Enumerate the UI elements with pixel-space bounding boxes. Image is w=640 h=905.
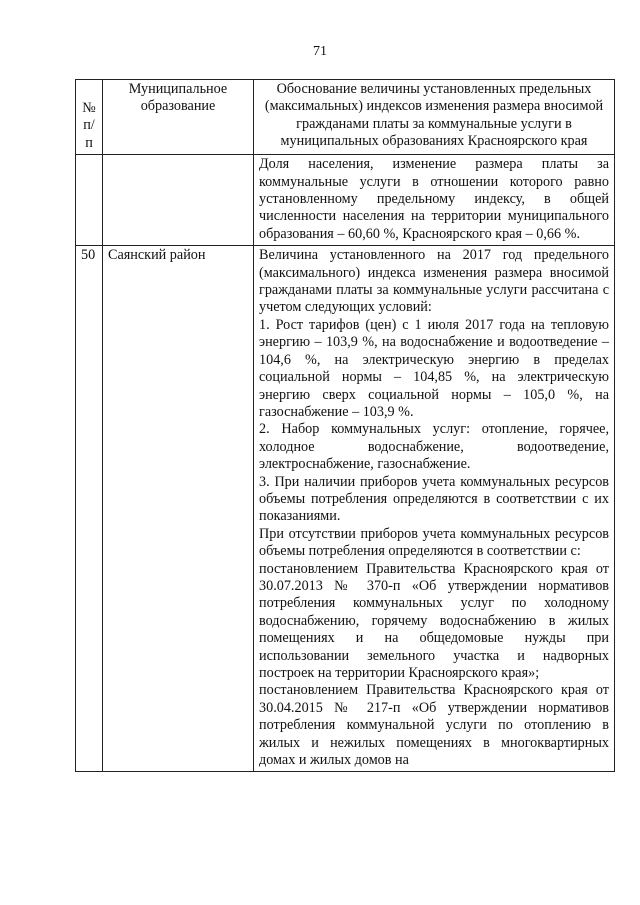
paragraph-no-meters: При отсутствии приборов учета коммунальных ресурсов объемы потребления определяются в соответствии с: [259, 525, 609, 560]
table-row-50 [76, 246, 615, 772]
paragraph-resolution-370: постановлением Правительства Красноярского края от 30.07.2013 № 370-п «Об утверждении нормативов потребления коммунальных услуг по холодному водоснабжению, горячему водоснабжению в жилых помещениях и на общедомовые нужды при использовании земельного участка и надворных построек на территории Красноярского края»; [259, 560, 609, 681]
justification-table [75, 79, 615, 772]
cell-justification [254, 246, 615, 772]
cell-num: 50 [76, 246, 103, 772]
header-col-num: № п/п [76, 80, 103, 155]
cell-justification-text: Доля населения, изменение размера платы за коммунальные услуги в отношении которого равно установленному предельному индексу, в общей численности населения на территории муниципального образования – 60,60 %, Красноярского края – 0,66 %. [254, 155, 615, 246]
cell-municipality: Саянский район [103, 246, 254, 772]
header-col-justification: Обоснование величины установленных предельных (максимальных) индексов изменения размера вносимой гражданами платы за коммунальные услуги в муниципальных образованиях Красноярского края [254, 80, 615, 155]
paragraph-resolution-217: постановлением Правительства Красноярского края от 30.04.2015 № 217-п «Об утверждении нормативов потребления коммунальной услуги по отоплению в жилых и нежилых помещениях в многоквартирных домах и жилых домов на [259, 682, 609, 769]
paragraph-meters: 3. При наличии приборов учета коммунальных ресурсов объемы потребления определяются в соответствии с их показаниями. [259, 473, 609, 525]
paragraph-tariffs: 1. Рост тарифов (цен) с 1 июля 2017 года на тепловую энергию – 103,9 %, на водоснабжение и водоотведение – 104,6 %, на электрическую энергию в пределах социальной нормы – 104,85 %, на электрическую энергию сверх социальной нормы – 105,0 %, на газоснабжение – 103,9 %. [259, 316, 609, 420]
page-number: 71 [313, 44, 327, 59]
table-row-continuation [76, 155, 615, 246]
cell-num [76, 155, 103, 246]
header-col-municipality: Муниципальное образование [103, 80, 254, 155]
paragraph-services: 2. Набор коммунальных услуг: отопление, горячее, холодное водоснабжение, водоотведение, электроснабжение, газоснабжение. [259, 421, 609, 473]
table-header-row [76, 80, 615, 155]
paragraph-intro: Величина установленного на 2017 год предельного (максимального) индекса изменения размера вносимой гражданами платы за коммунальные услуги рассчитана с учетом следующих условий: [259, 247, 609, 316]
cell-municipality [103, 155, 254, 246]
